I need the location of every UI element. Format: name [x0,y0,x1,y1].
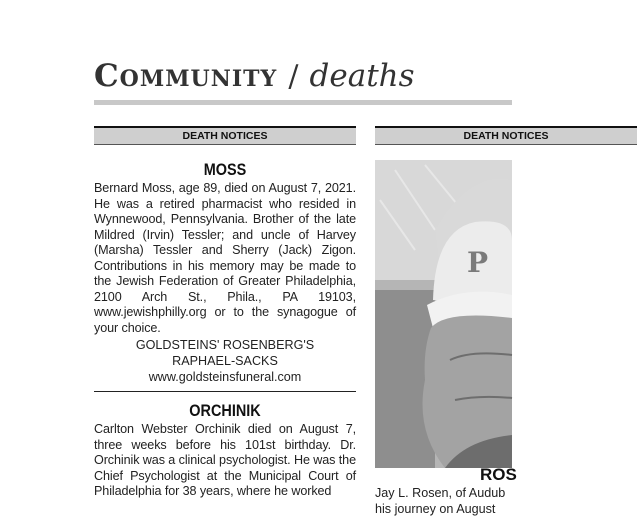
notice-divider [94,391,356,392]
notice-body-moss: Bernard Moss, age 89, died on August 7, 2021. He was a retired pharmacist who resided in Wynnewood, Pennsylvania. Brother of the late Mildred (Irvin) Tessler; and uncle of Harvey (Marsha) Tessler and Sherry (Jack) Zigon. Contributions in his memory may be made to the Jewish Federation of Greater Philadelphia, 2100 Arch St., Phila., PA 19103, www.jewishphilly.org or to the synagogue of your choice. [94,181,356,336]
death-notices-bar-right: DEATH NOTICES [375,126,637,145]
notice-body-line: his journey on August [375,502,615,517]
funeral-home-url[interactable]: www.goldsteinsfuneral.com [94,369,356,385]
notice-body-orchinik: Carlton Webster Orchinik died on August 7, three weeks before his 101st birthday. Dr. Orchinik was a clinical psychologist. He was the Chief Psychologist at the Municipal Court of Philadelphia for 38 years, where he worked [94,422,356,500]
section-header [94,58,415,94]
notice-name-orchinik: ORCHINIK [114,402,337,420]
section-slash: / [288,59,298,94]
left-column [94,126,356,500]
header-rule [94,100,512,105]
notice-body-line: Jay L. Rosen, of Audub [375,486,615,502]
portrait-photo [375,160,512,468]
notice-name-moss: MOSS [114,161,337,179]
funeral-home-block [94,337,356,385]
funeral-home-line: GOLDSTEINS' ROSENBERG'S [94,337,356,353]
right-column [375,126,512,512]
svg-text:P: P [467,246,488,279]
death-notices-bar: DEATH NOTICES [94,126,356,145]
funeral-home-line: RAPHAEL-SACKS [94,353,356,369]
section-subtitle: deaths [310,58,415,94]
notice-body-rosen [375,486,615,517]
notice-name-rosen: ROS [480,465,517,485]
section-title: Community [94,58,277,94]
